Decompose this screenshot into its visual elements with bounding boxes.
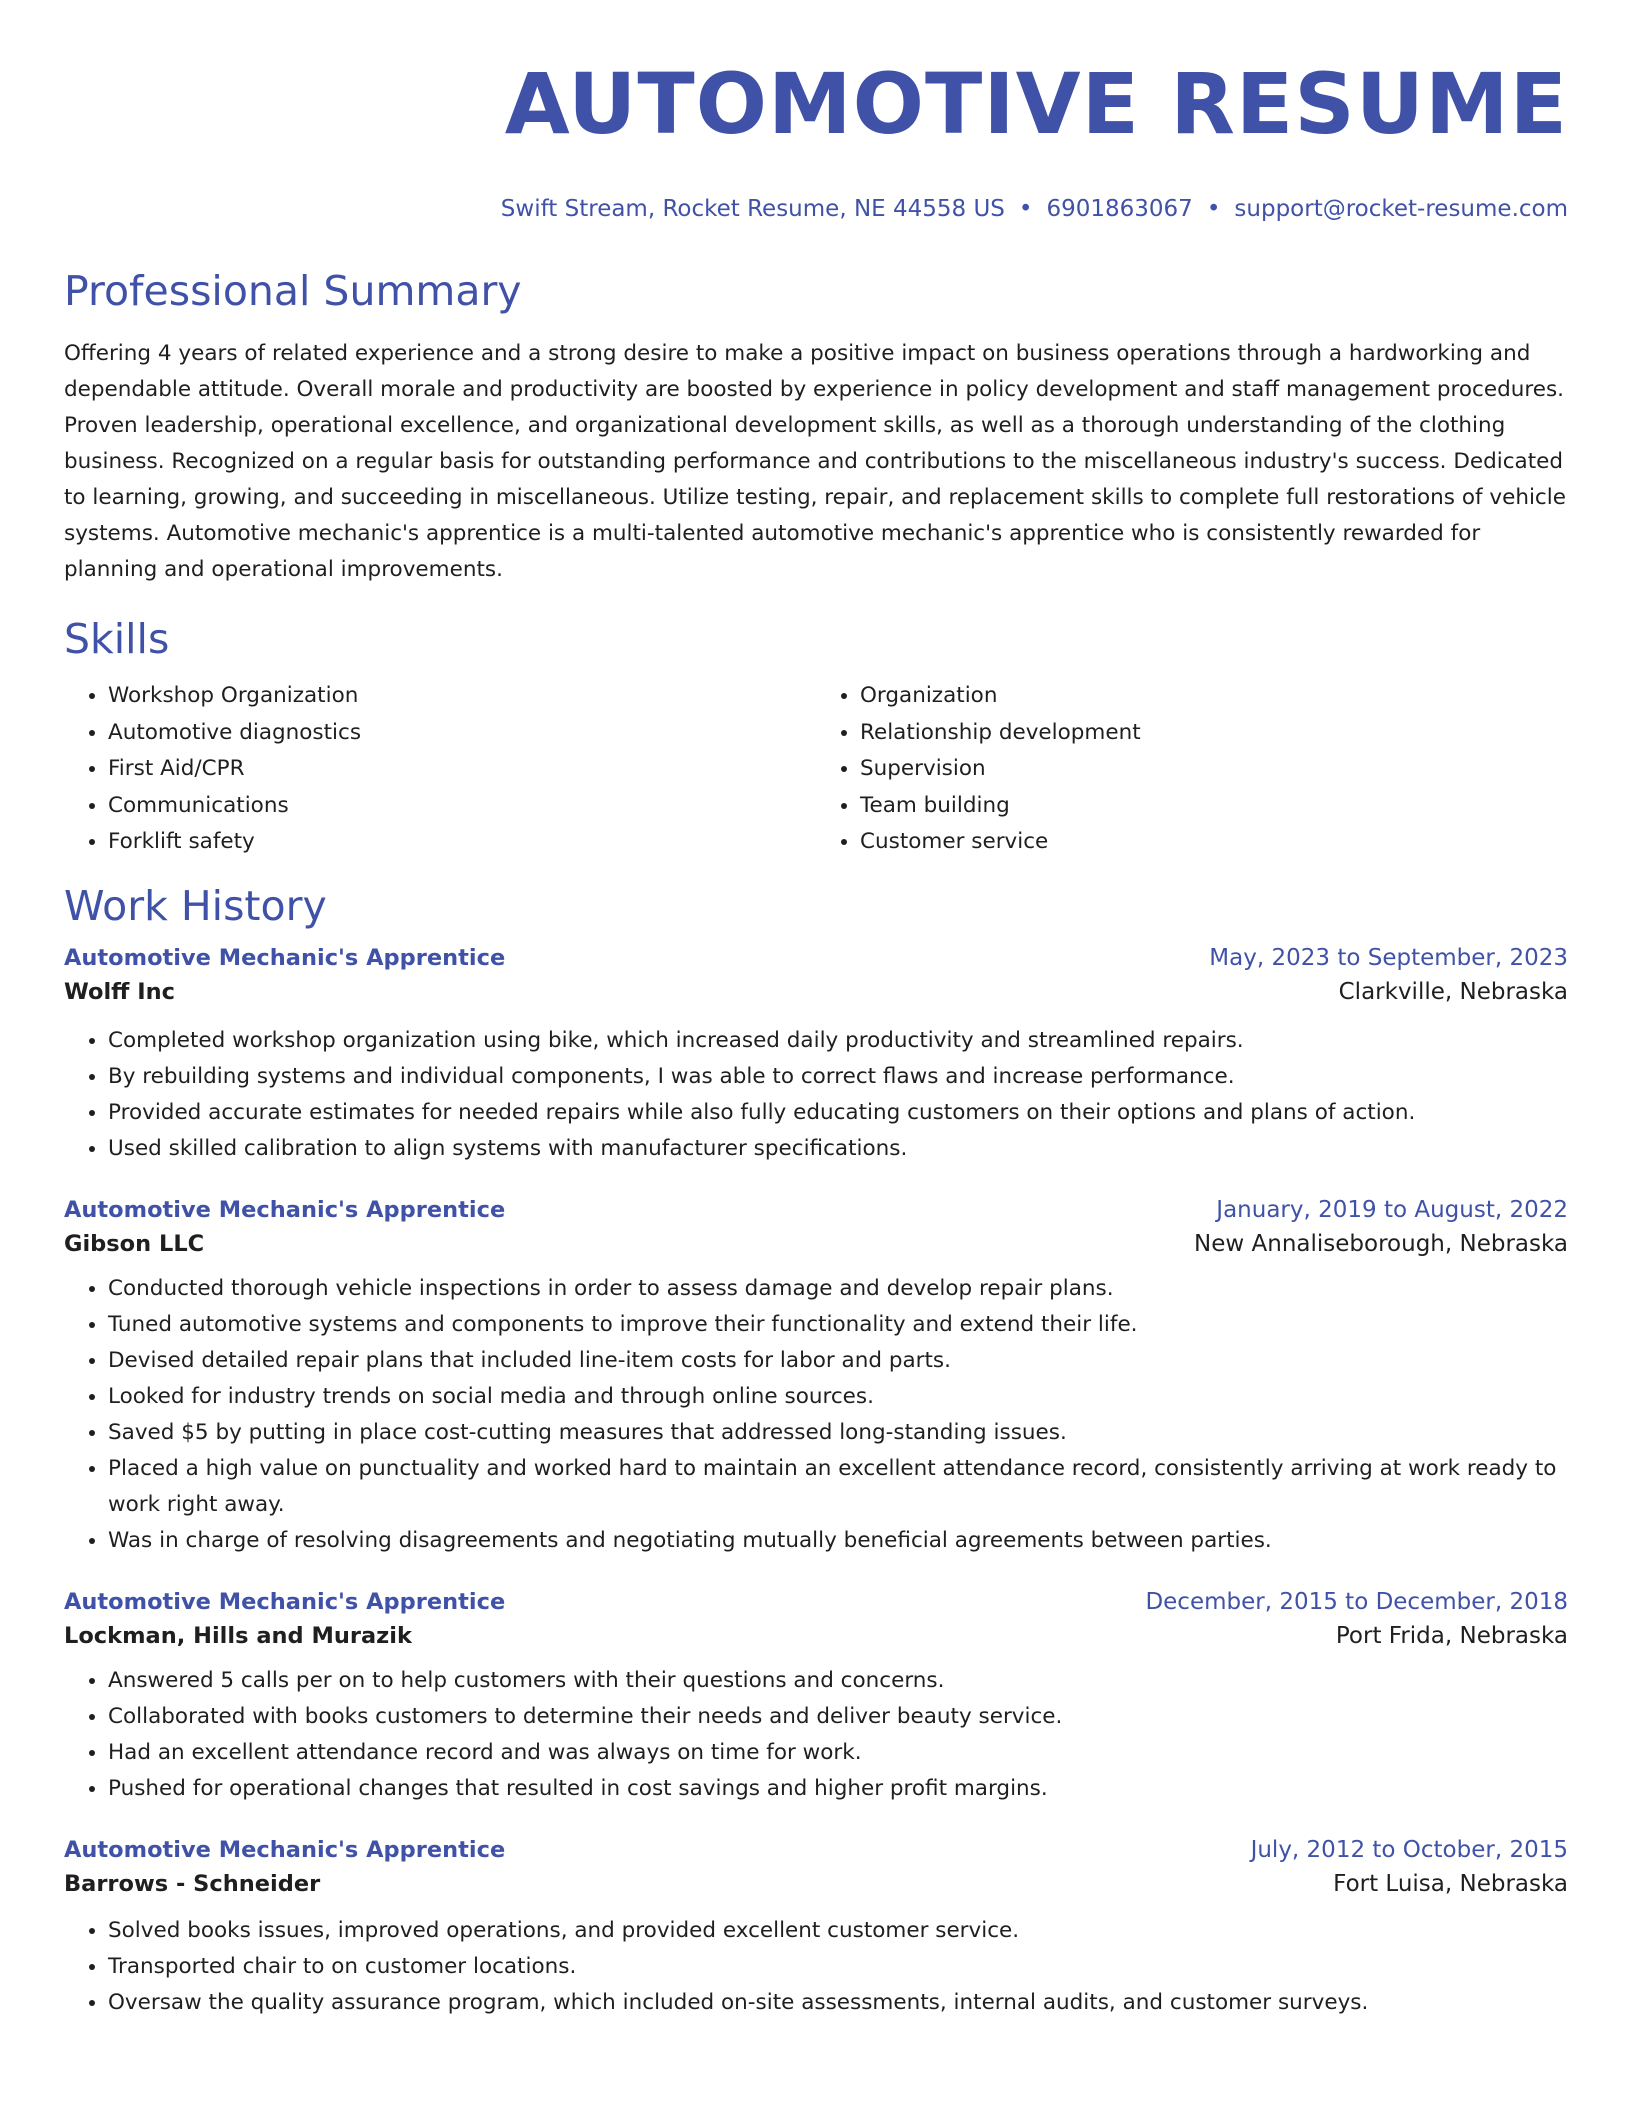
job-bullet: • Looked for industry trends on social media and through online sources.: [108, 1379, 1568, 1415]
skill-item: • Relationship development: [860, 715, 1568, 752]
skills-list: [64, 678, 1568, 861]
job-entry: [64, 1837, 1568, 2021]
job-header-row: [64, 1589, 1568, 1615]
contact-address: Swift Stream, Rocket Resume, NE 44558 US: [500, 196, 1005, 222]
job-entry: [64, 945, 1568, 1167]
job-entry: [64, 1589, 1568, 1807]
skills-column-right: [816, 678, 1568, 861]
job-bullet: • Answered 5 calls per on to help customers with their questions and concerns.: [108, 1663, 1568, 1699]
job-company-row: [64, 1623, 1568, 1649]
job-bullet: • Had an excellent attendance record and was always on time for work.: [108, 1735, 1568, 1771]
work-history-heading: Work History: [64, 881, 327, 930]
job-header-row: [64, 945, 1568, 971]
job-bullet: • Provided accurate estimates for needed repairs while also fully educating customers on their options and plans of action.: [108, 1095, 1568, 1131]
job-bullet: • Transported chair to on customer locations.: [108, 1949, 1568, 1985]
job-title: Automotive Mechanic's Apprentice: [64, 1196, 506, 1223]
job-bullet: • Conducted thorough vehicle inspections in order to assess damage and develop repair plans.: [108, 1271, 1568, 1307]
job-bullets: [64, 1913, 1568, 2021]
job-bullet: • Used skilled calibration to align systems with manufacturer specifications.: [108, 1131, 1568, 1167]
job-location: Port Frida, Nebraska: [1335, 1622, 1568, 1649]
job-title: Automotive Mechanic's Apprentice: [64, 1836, 506, 1863]
job-bullet: • Collaborated with books customers to determine their needs and deliver beauty service.: [108, 1699, 1568, 1735]
resume-name: AUTOMOTIVE RESUME: [504, 55, 1568, 153]
job-company: Barrows - Schneider: [64, 1870, 321, 1897]
contact-line: [64, 194, 1568, 224]
contact-phone: 6901863067: [1046, 196, 1193, 222]
contact-email[interactable]: support@rocket-resume.com: [1234, 196, 1568, 222]
job-company-row: [64, 979, 1568, 1005]
job-company-row: [64, 1231, 1568, 1257]
skill-item: • Workshop Organization: [108, 678, 816, 715]
skill-item: • Customer service: [860, 824, 1568, 861]
job-bullet: • Oversaw the quality assurance program, which included on-site assessments, internal audits, and customer surveys.: [108, 1985, 1568, 2021]
contact-separator: •: [1018, 196, 1033, 222]
job-bullets: [64, 1023, 1568, 1167]
job-dates: July, 2012 to October, 2015: [1250, 1836, 1568, 1863]
job-title: Automotive Mechanic's Apprentice: [64, 1588, 506, 1615]
job-location: Clarkville, Nebraska: [1338, 978, 1568, 1005]
job-company: Wolff Inc: [64, 978, 175, 1005]
summary-heading: Professional Summary: [64, 267, 522, 315]
job-bullet: • Pushed for operational changes that resulted in cost savings and higher profit margins.: [108, 1771, 1568, 1807]
job-bullets: [64, 1271, 1568, 1559]
job-bullet: • Solved books issues, improved operations, and provided excellent customer service.: [108, 1913, 1568, 1949]
job-company: Gibson LLC: [64, 1230, 205, 1257]
job-title: Automotive Mechanic's Apprentice: [64, 944, 506, 971]
job-bullet: • Tuned automotive systems and components to improve their functionality and extend their life.: [108, 1307, 1568, 1343]
job-bullet: • Placed a high value on punctuality and worked hard to maintain an excellent attendance record, consistently arriving at work ready to work right away.: [108, 1451, 1568, 1523]
job-dates: January, 2019 to August, 2022: [1216, 1196, 1568, 1223]
job-bullet: • Completed workshop organization using bike, which increased daily productivity and streamlined repairs.: [108, 1023, 1568, 1059]
skill-item: • Forklift safety: [108, 824, 816, 861]
skill-item: • Organization: [860, 678, 1568, 715]
skill-item: • Supervision: [860, 751, 1568, 788]
job-header-row: [64, 1837, 1568, 1863]
job-dates: December, 2015 to December, 2018: [1145, 1588, 1568, 1615]
job-bullet: • By rebuilding systems and individual components, I was able to correct flaws and increase performance.: [108, 1059, 1568, 1095]
contact-separator: •: [1206, 196, 1221, 222]
job-header-row: [64, 1197, 1568, 1223]
skill-item: • Automotive diagnostics: [108, 715, 816, 752]
skill-item: • First Aid/CPR: [108, 751, 816, 788]
skill-item: • Communications: [108, 788, 816, 825]
job-bullet: • Was in charge of resolving disagreements and negotiating mutually beneficial agreements between parties.: [108, 1523, 1568, 1559]
skills-heading: Skills: [64, 615, 170, 663]
skills-column-left: [64, 678, 816, 861]
job-bullets: [64, 1663, 1568, 1807]
job-bullet: • Saved $5 by putting in place cost-cutting measures that addressed long-standing issues.: [108, 1415, 1568, 1451]
job-company-row: [64, 1871, 1568, 1897]
skill-item: • Team building: [860, 788, 1568, 825]
job-location: Fort Luisa, Nebraska: [1333, 1870, 1568, 1897]
job-dates: May, 2023 to September, 2023: [1209, 944, 1568, 971]
job-location: New Annaliseborough, Nebraska: [1194, 1230, 1568, 1257]
summary-text: Offering 4 years of related experience and a strong desire to make a positive impact on business operations through a hardworking and dependable attitude. Overall morale and productivity are boosted by experience in policy development and staff management procedures. Proven leadership, operational excellence, and organizational development skills, as well as a thorough understanding of the clothing business. Recognized on a regular basis for outstanding performance and contributions to the miscellaneous industry's success. Dedicated to learning, growing, and succeeding in miscellaneous. Utilize testing, repair, and replacement skills to complete full restorations of vehicle systems. Automotive mechanic's apprentice is a multi-talented automotive mechanic's apprentice who is consistently rewarded for planning and operational improvements.: [64, 341, 1566, 582]
job-entry: [64, 1197, 1568, 1559]
job-bullet: • Devised detailed repair plans that included line-item costs for labor and parts.: [108, 1343, 1568, 1379]
job-company: Lockman, Hills and Murazik: [64, 1622, 412, 1649]
